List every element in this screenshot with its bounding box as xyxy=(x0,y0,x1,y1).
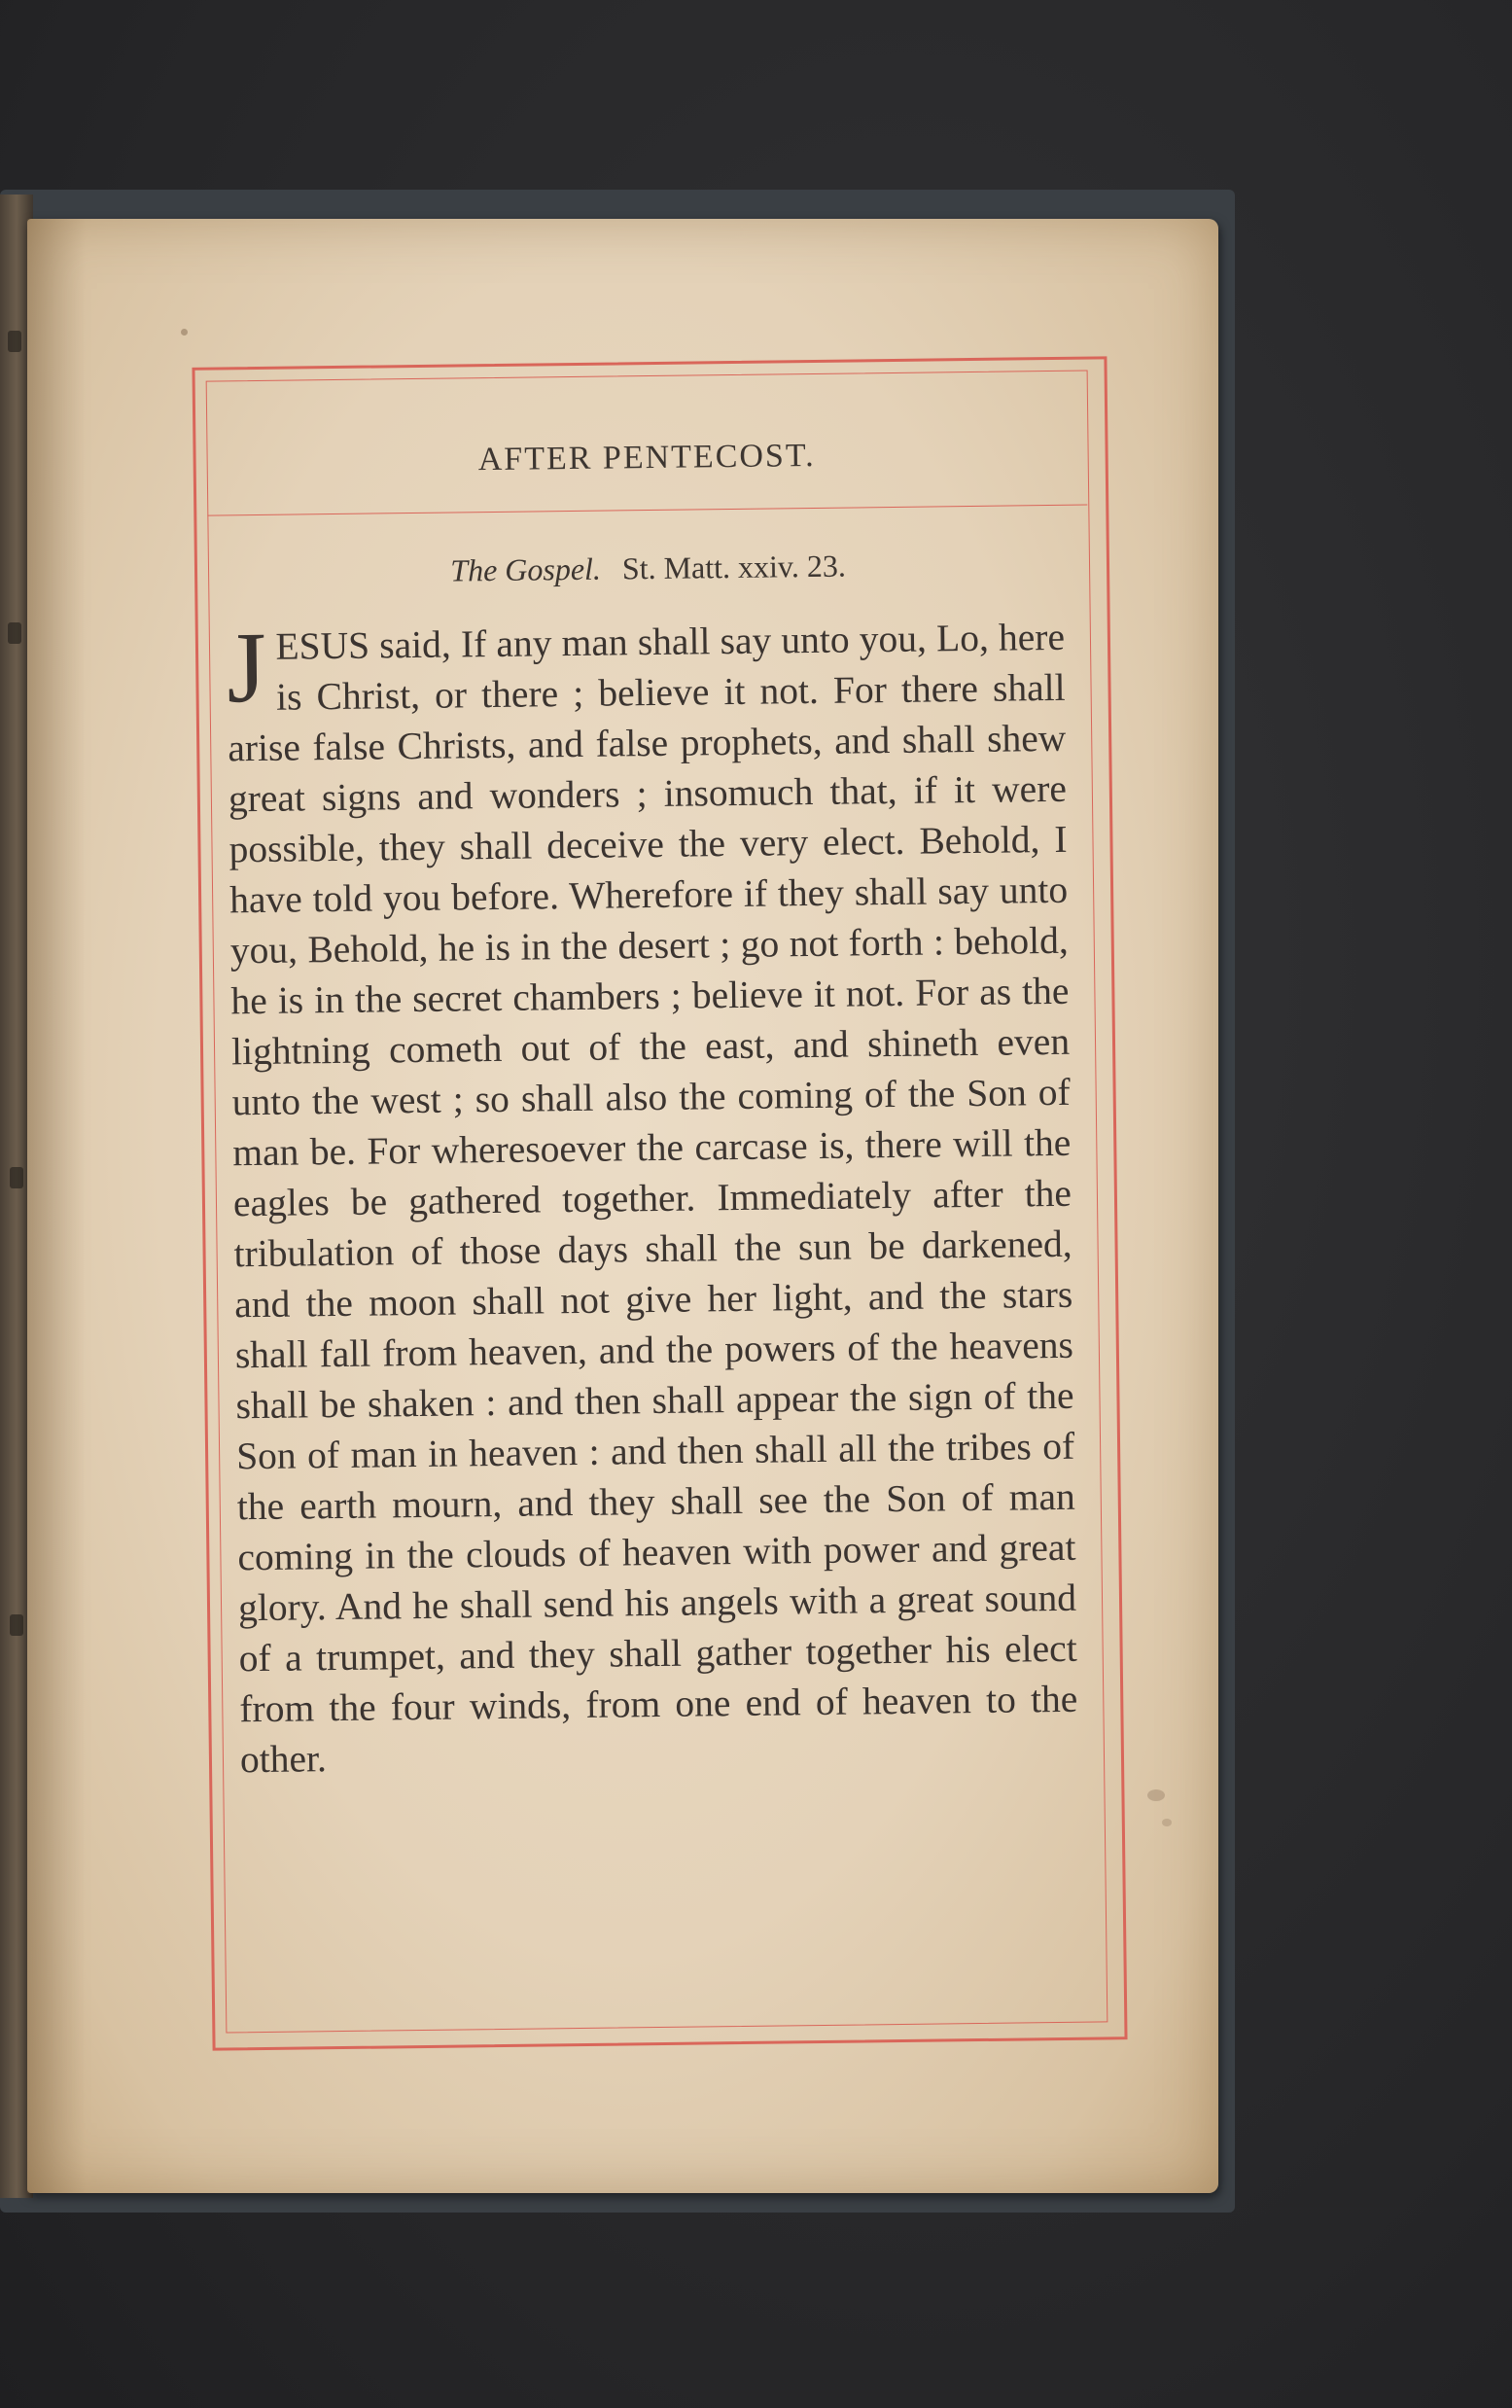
binding-stitch xyxy=(10,1167,23,1188)
binding-stitch xyxy=(10,1614,23,1636)
gospel-label: The Gospel. xyxy=(450,550,602,588)
gospel-reference: St. Matt. xxiv. 23. xyxy=(621,548,847,586)
paper-speck xyxy=(1147,1789,1165,1801)
page-content xyxy=(206,371,1107,2032)
gospel-heading xyxy=(208,546,1088,592)
header-rule xyxy=(207,505,1087,516)
gospel-body: ESUS said, If any man shall say unto you, Lo, here is Christ, or there ; believe it not. For there shall arise false Christs, and false prophets, and shall shew great signs and wonders ; insomuch that, if it were possible, they shall deceive the very elect. Behold, I have told you before. Wherefore if they shall say unto you, Behold, he is in the desert ; go not forth : behold, he is in the secret chambers ; believe it not. For as the lightning cometh out of the east, and shineth even unto the west ; so shall also the coming of the Son of man be. For wheresoever the carcase is, there will the eagles be gathered together. Immediately after the tribulation of those days shall the sun be darkened, and the moon shall not give her light, and the stars shall fall from heaven, and the powers of the heavens shall be shaken : and then shall appear the sign of the Son of man in heaven : and then shall all the tribes of the earth mourn, and they shall see the Son of man coming in the clouds of heaven with power and great glory. And he shall send his angels with a great sound of a trumpet, and they shall gather together his elect from the four winds, from one end of heaven to the other. xyxy=(228,615,1078,1782)
running-head: AFTER PENTECOST. xyxy=(477,437,816,478)
gospel-text xyxy=(227,612,1079,1785)
paper-speck xyxy=(181,329,188,336)
paper-speck xyxy=(1162,1819,1172,1826)
binding-stitch xyxy=(8,331,21,352)
binding-stitch xyxy=(8,622,21,644)
drop-cap: J xyxy=(226,611,267,725)
